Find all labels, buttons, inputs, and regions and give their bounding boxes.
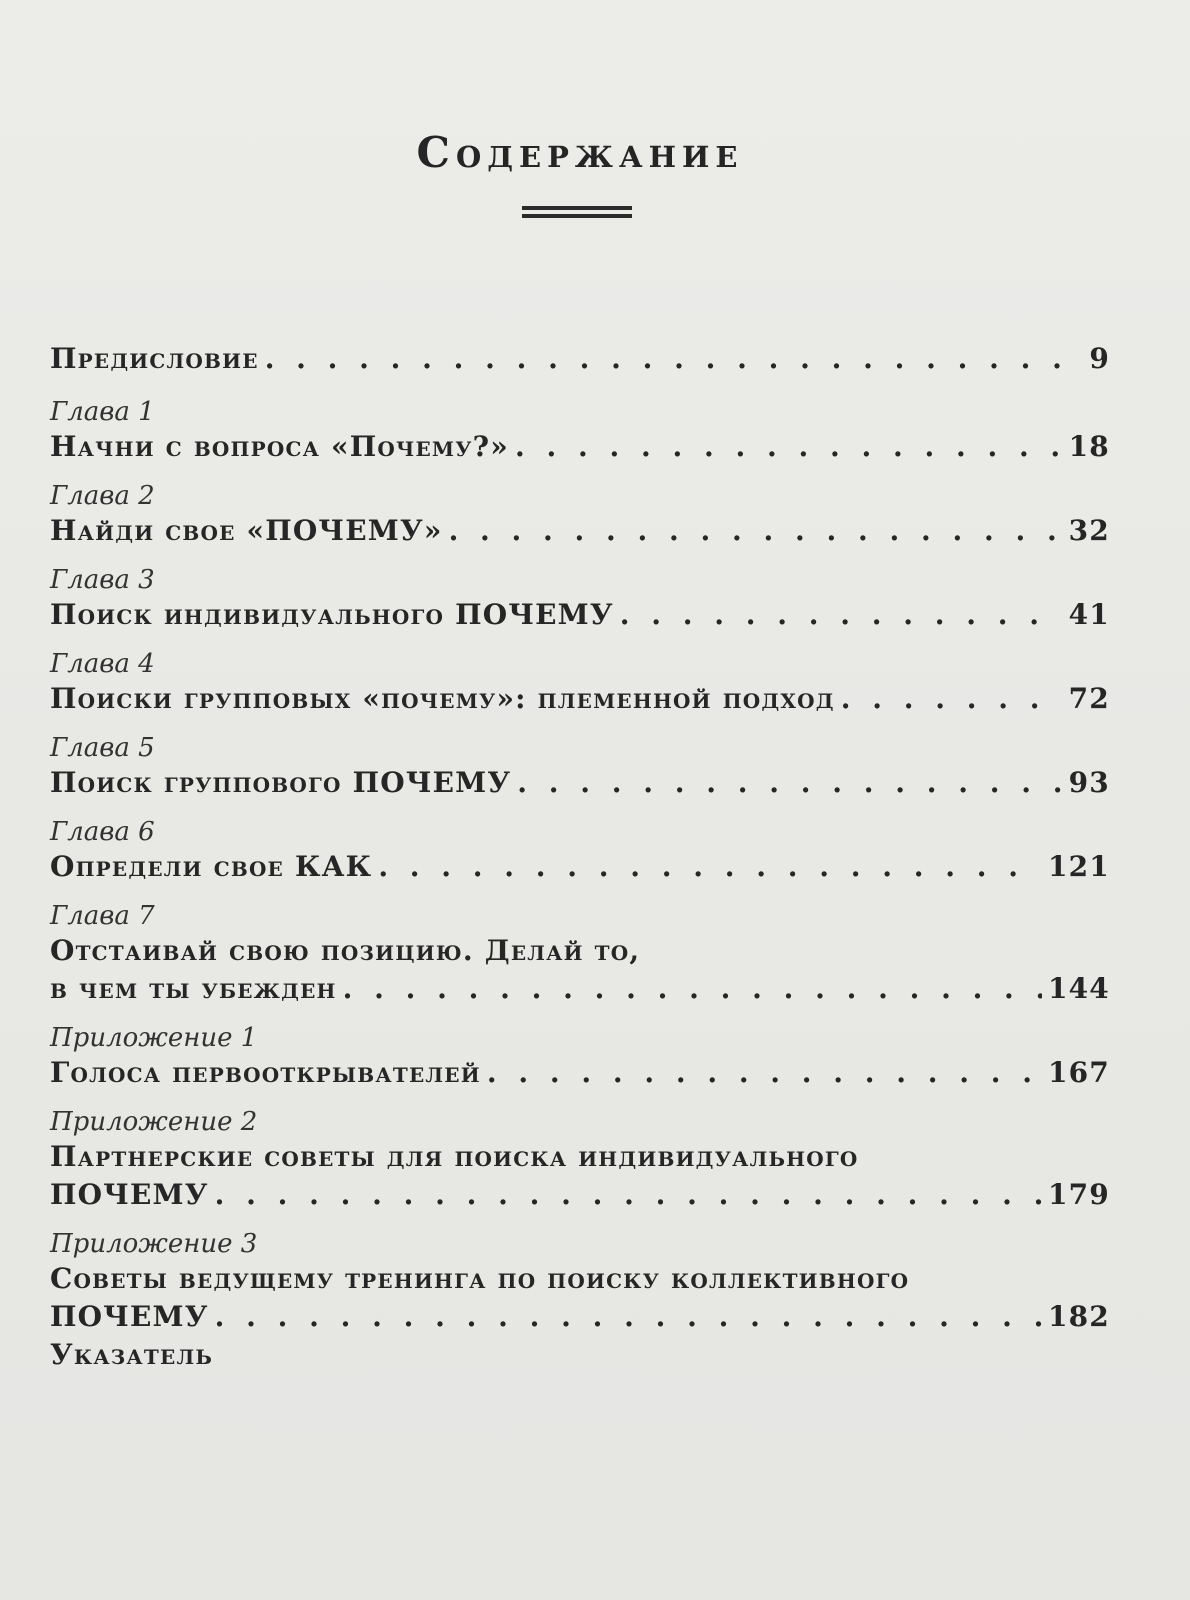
appendix-label: Приложение 2 — [50, 1107, 258, 1137]
toc-row[interactable] — [50, 680, 1110, 718]
toc-row[interactable] — [50, 848, 1110, 886]
toc-page-number: 41 — [1068, 598, 1110, 631]
chapter-label: Глава 3 — [50, 565, 155, 595]
appendix-label: Приложение 1 — [50, 1023, 258, 1053]
page-title: Содержание — [416, 128, 744, 177]
toc-page-number: 167 — [1047, 1056, 1110, 1089]
dot-leader — [515, 428, 1063, 466]
chapter-label: Глава 5 — [50, 733, 155, 763]
chapter-label: Глава 7 — [50, 901, 155, 931]
toc-entry-title-line-1[interactable]: Советы ведущему тренинга по поиску коллективного — [50, 1262, 910, 1295]
toc-entry-chapter-5 — [50, 732, 1110, 802]
toc-entry-chapter-3 — [50, 564, 1110, 634]
toc-entry-chapter-7 — [50, 900, 1110, 1008]
toc-page-number: 144 — [1047, 972, 1110, 1005]
toc-row[interactable] — [50, 340, 1110, 378]
dot-leader — [343, 970, 1042, 1008]
toc-page-number: 182 — [1047, 1300, 1110, 1333]
title-rule-top — [522, 206, 632, 210]
toc-entry-title: Предисловие — [50, 342, 259, 375]
toc-row[interactable] — [50, 596, 1110, 634]
chapter-label: Глава 2 — [50, 481, 155, 511]
toc-entry-chapter-2 — [50, 480, 1110, 550]
appendix-label: Приложение 3 — [50, 1229, 258, 1259]
toc-entry-title: Начни с вопроса «Почему?» — [50, 430, 509, 463]
toc-entry-appendix-2 — [50, 1106, 1110, 1214]
toc-row[interactable] — [50, 970, 1110, 1008]
toc-entry-title: Поиск индивидуального ПОЧЕМУ — [50, 598, 614, 631]
toc-page-number: 93 — [1068, 766, 1110, 799]
toc-row[interactable] — [50, 764, 1110, 802]
toc-page-number: 179 — [1047, 1178, 1110, 1211]
toc-row[interactable] — [50, 1298, 1110, 1336]
toc-row[interactable] — [50, 1054, 1110, 1092]
toc-page-number: 18 — [1068, 430, 1110, 463]
toc-entry-index[interactable]: Указатель — [50, 1338, 214, 1371]
dot-leader — [215, 1176, 1042, 1214]
dot-leader — [378, 848, 1042, 886]
chapter-label: Глава 1 — [50, 397, 155, 427]
dot-leader — [487, 1054, 1042, 1092]
table-of-contents — [50, 340, 1110, 1374]
dot-leader — [449, 512, 1063, 550]
toc-entry-preface — [50, 340, 1110, 378]
toc-entry-appendix-1 — [50, 1022, 1110, 1092]
toc-row[interactable] — [50, 428, 1110, 466]
toc-entry-title: Поиск группового ПОЧЕМУ — [50, 766, 512, 799]
dot-leader — [215, 1298, 1042, 1336]
toc-entry-appendix-3 — [50, 1228, 1110, 1336]
toc-entry-title: ПОЧЕМУ — [50, 1300, 209, 1333]
toc-entry-chapter-6 — [50, 816, 1110, 886]
toc-row[interactable] — [50, 512, 1110, 550]
title-rule-bottom — [522, 214, 632, 218]
toc-entry-title: Найди свое «ПОЧЕМУ» — [50, 514, 443, 547]
toc-entry-chapter-1 — [50, 396, 1110, 466]
toc-entry-title-line-1[interactable]: Отстаивай свою позицию. Делай то, — [50, 934, 641, 967]
chapter-label: Глава 4 — [50, 649, 155, 679]
toc-entry-title: в чем ты убежден — [50, 972, 337, 1005]
toc-entry-title: Голоса первооткрывателей — [50, 1056, 481, 1089]
toc-entry-title: Определи свое КАК — [50, 850, 373, 883]
toc-page-number: 32 — [1068, 514, 1110, 547]
chapter-label: Глава 6 — [50, 817, 155, 847]
toc-entry-title-line-1[interactable]: Партнерские советы для поиска индивидуального — [50, 1140, 859, 1173]
dot-leader — [841, 680, 1063, 718]
toc-page-number: 9 — [1089, 342, 1110, 375]
toc-entry-title: ПОЧЕМУ — [50, 1178, 209, 1211]
toc-row[interactable] — [50, 1176, 1110, 1214]
toc-entry-title: Поиски групповых «почему»: племенной подход — [50, 682, 835, 715]
toc-entry-chapter-4 — [50, 648, 1110, 718]
dot-leader — [620, 596, 1063, 634]
dot-leader — [265, 340, 1084, 378]
dot-leader — [517, 764, 1062, 802]
toc-page-number: 121 — [1047, 850, 1110, 883]
toc-page-number: 72 — [1068, 682, 1110, 715]
